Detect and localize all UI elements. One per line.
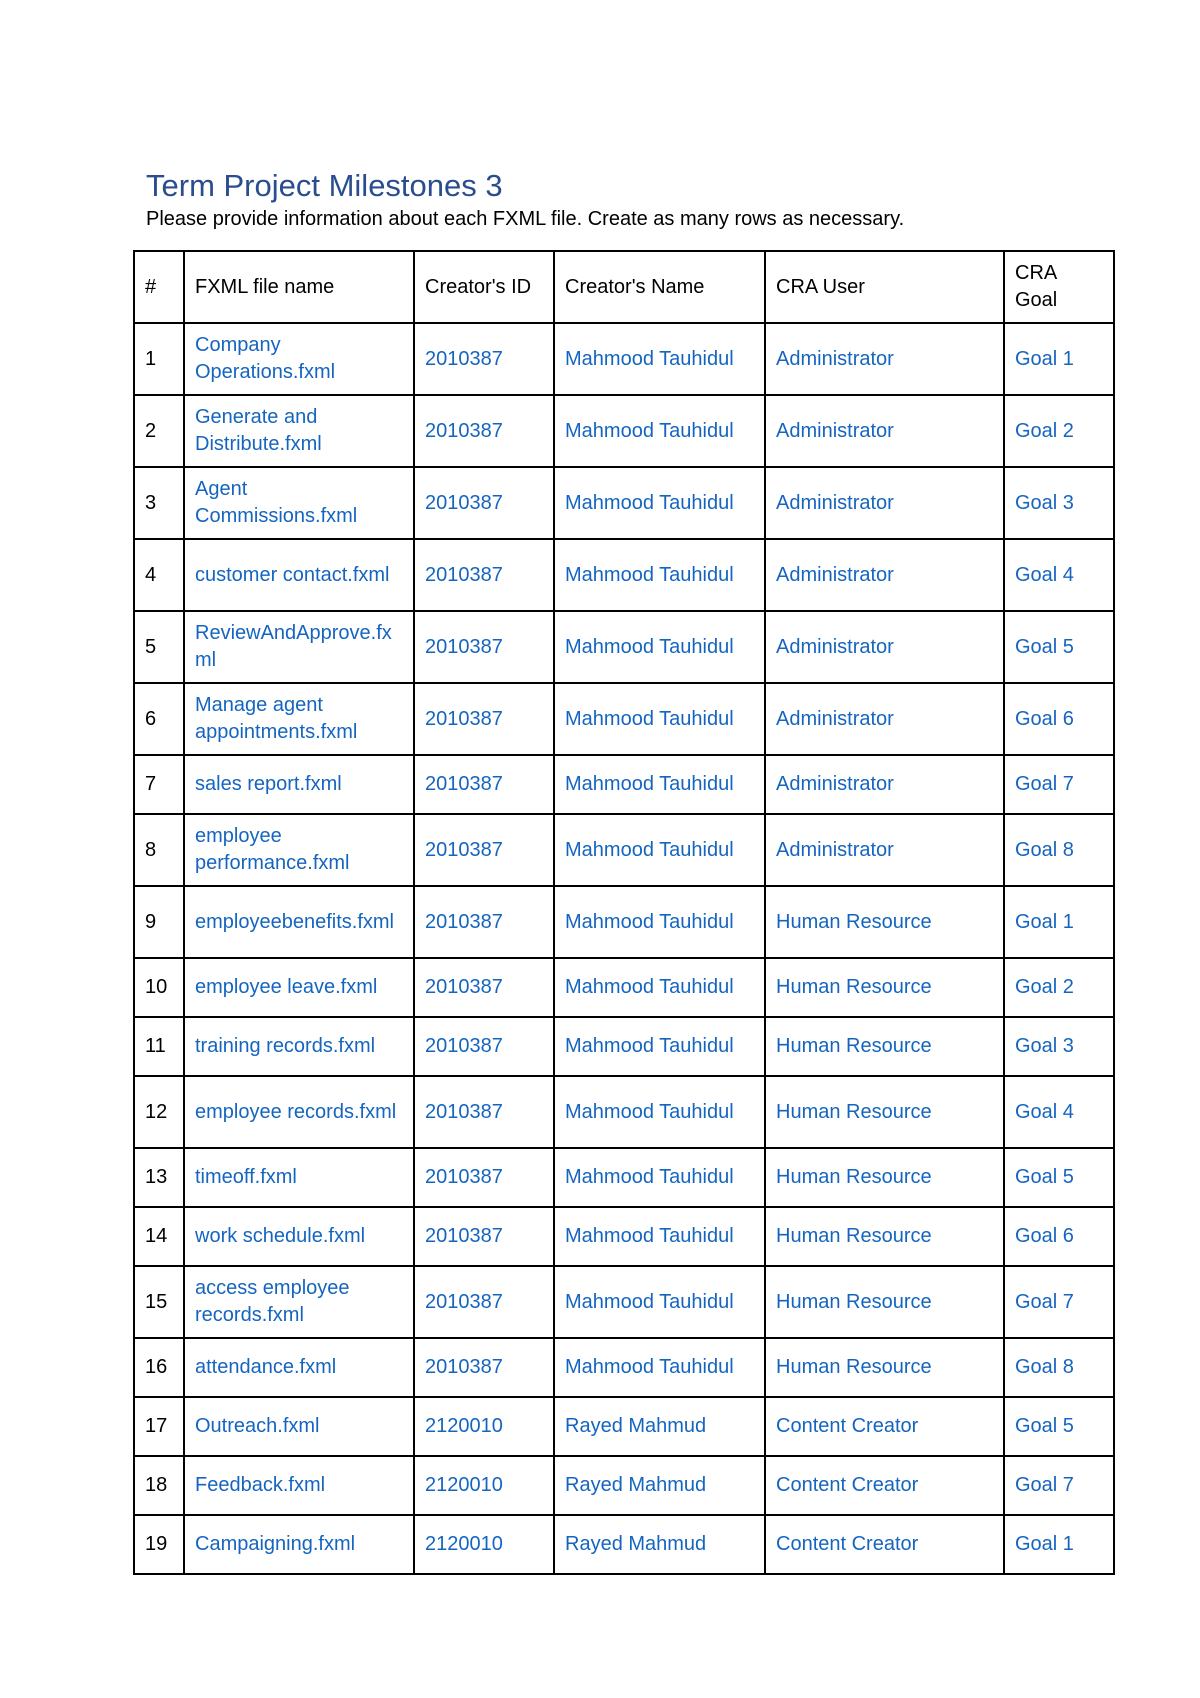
cell-creator-name: Mahmood Tauhidul	[554, 1338, 765, 1397]
cell-file-name: employee leave.fxml	[184, 958, 414, 1017]
cell-num: 3	[134, 467, 184, 539]
cell-num: 14	[134, 1207, 184, 1266]
cell-cra-goal: Goal 5	[1004, 611, 1114, 683]
cell-cra-goal: Goal 5	[1004, 1397, 1114, 1456]
cell-creator-name: Mahmood Tauhidul	[554, 755, 765, 814]
cell-file-name: sales report.fxml	[184, 755, 414, 814]
cell-cra-goal: Goal 7	[1004, 755, 1114, 814]
cell-cra-goal: Goal 2	[1004, 958, 1114, 1017]
cell-cra-user: Human Resource	[765, 1338, 1004, 1397]
cell-creator-name: Mahmood Tauhidul	[554, 886, 765, 958]
table-row	[134, 1207, 1114, 1266]
header-creator-id: Creator's ID	[414, 251, 554, 323]
table-row	[134, 323, 1114, 395]
cell-cra-user: Administrator	[765, 323, 1004, 395]
cell-creator-name: Mahmood Tauhidul	[554, 395, 765, 467]
cell-cra-user: Human Resource	[765, 1207, 1004, 1266]
cell-cra-user: Human Resource	[765, 1076, 1004, 1148]
cell-creator-id: 2120010	[414, 1515, 554, 1574]
table-row	[134, 395, 1114, 467]
table-row	[134, 1515, 1114, 1574]
cell-creator-id: 2120010	[414, 1456, 554, 1515]
table-row	[134, 539, 1114, 611]
cell-file-name: Agent Commissions.fxml	[184, 467, 414, 539]
cell-cra-user: Administrator	[765, 755, 1004, 814]
table-row	[134, 1397, 1114, 1456]
cell-file-name: Company Operations.fxml	[184, 323, 414, 395]
cell-cra-goal: Goal 4	[1004, 539, 1114, 611]
cell-creator-id: 2010387	[414, 611, 554, 683]
cell-cra-goal: Goal 8	[1004, 1338, 1114, 1397]
table-row	[134, 611, 1114, 683]
table-row	[134, 1266, 1114, 1338]
cell-file-name: timeoff.fxml	[184, 1148, 414, 1207]
cell-creator-id: 2010387	[414, 1148, 554, 1207]
header-num: #	[134, 251, 184, 323]
table-row	[134, 1338, 1114, 1397]
cell-creator-name: Mahmood Tauhidul	[554, 467, 765, 539]
cell-creator-id: 2010387	[414, 1338, 554, 1397]
cell-creator-id: 2010387	[414, 539, 554, 611]
cell-cra-user: Administrator	[765, 539, 1004, 611]
cell-file-name: Outreach.fxml	[184, 1397, 414, 1456]
cell-cra-goal: Goal 8	[1004, 814, 1114, 886]
cell-file-name: Manage agent appointments.fxml	[184, 683, 414, 755]
cell-cra-goal: Goal 1	[1004, 1515, 1114, 1574]
table-row	[134, 1456, 1114, 1515]
cell-cra-user: Human Resource	[765, 1266, 1004, 1338]
table-row	[134, 814, 1114, 886]
table-row	[134, 1076, 1114, 1148]
cell-num: 13	[134, 1148, 184, 1207]
cell-creator-name: Mahmood Tauhidul	[554, 958, 765, 1017]
table-row	[134, 1148, 1114, 1207]
cell-num: 1	[134, 323, 184, 395]
cell-creator-name: Mahmood Tauhidul	[554, 1207, 765, 1266]
cell-creator-name: Mahmood Tauhidul	[554, 323, 765, 395]
cell-creator-id: 2120010	[414, 1397, 554, 1456]
cell-file-name: Generate and Distribute.fxml	[184, 395, 414, 467]
cell-cra-goal: Goal 2	[1004, 395, 1114, 467]
cell-creator-id: 2010387	[414, 1017, 554, 1076]
table-header-row	[134, 251, 1114, 323]
cell-cra-goal: Goal 1	[1004, 323, 1114, 395]
cell-num: 18	[134, 1456, 184, 1515]
cell-cra-goal: Goal 7	[1004, 1266, 1114, 1338]
cell-cra-user: Human Resource	[765, 1148, 1004, 1207]
header-cra-goal: CRA Goal	[1004, 251, 1114, 323]
cell-cra-goal: Goal 1	[1004, 886, 1114, 958]
cell-cra-user: Content Creator	[765, 1456, 1004, 1515]
cell-creator-name: Rayed Mahmud	[554, 1456, 765, 1515]
cell-cra-user: Administrator	[765, 467, 1004, 539]
table-row	[134, 886, 1114, 958]
table-row	[134, 467, 1114, 539]
milestones-table	[133, 250, 1115, 1575]
cell-creator-name: Mahmood Tauhidul	[554, 1266, 765, 1338]
cell-creator-id: 2010387	[414, 467, 554, 539]
cell-num: 15	[134, 1266, 184, 1338]
cell-creator-name: Rayed Mahmud	[554, 1397, 765, 1456]
cell-creator-id: 2010387	[414, 323, 554, 395]
cell-cra-user: Human Resource	[765, 886, 1004, 958]
cell-cra-goal: Goal 3	[1004, 1017, 1114, 1076]
cell-file-name: attendance.fxml	[184, 1338, 414, 1397]
table-row	[134, 1017, 1114, 1076]
cell-num: 8	[134, 814, 184, 886]
table-row	[134, 755, 1114, 814]
cell-creator-id: 2010387	[414, 814, 554, 886]
cell-num: 10	[134, 958, 184, 1017]
header-cra-user: CRA User	[765, 251, 1004, 323]
cell-cra-user: Human Resource	[765, 1017, 1004, 1076]
cell-creator-id: 2010387	[414, 683, 554, 755]
cell-creator-name: Mahmood Tauhidul	[554, 814, 765, 886]
cell-creator-id: 2010387	[414, 886, 554, 958]
cell-file-name: Feedback.fxml	[184, 1456, 414, 1515]
table-row	[134, 958, 1114, 1017]
cell-cra-goal: Goal 3	[1004, 467, 1114, 539]
cell-creator-id: 2010387	[414, 395, 554, 467]
header-file-name: FXML file name	[184, 251, 414, 323]
page-subtitle: Please provide information about each FXML file. Create as many rows as necessary.	[146, 208, 905, 230]
cell-creator-name: Rayed Mahmud	[554, 1515, 765, 1574]
cell-num: 9	[134, 886, 184, 958]
cell-cra-user: Content Creator	[765, 1515, 1004, 1574]
cell-file-name: ReviewAndApprove.fxml	[184, 611, 414, 683]
cell-cra-goal: Goal 6	[1004, 683, 1114, 755]
cell-num: 6	[134, 683, 184, 755]
cell-creator-name: Mahmood Tauhidul	[554, 611, 765, 683]
cell-cra-goal: Goal 5	[1004, 1148, 1114, 1207]
cell-num: 19	[134, 1515, 184, 1574]
cell-cra-user: Human Resource	[765, 958, 1004, 1017]
cell-num: 16	[134, 1338, 184, 1397]
cell-creator-name: Mahmood Tauhidul	[554, 1017, 765, 1076]
cell-cra-goal: Goal 4	[1004, 1076, 1114, 1148]
cell-creator-name: Mahmood Tauhidul	[554, 1076, 765, 1148]
cell-cra-goal: Goal 7	[1004, 1456, 1114, 1515]
cell-creator-id: 2010387	[414, 755, 554, 814]
cell-cra-user: Administrator	[765, 611, 1004, 683]
header-creator-name: Creator's Name	[554, 251, 765, 323]
cell-num: 7	[134, 755, 184, 814]
cell-num: 17	[134, 1397, 184, 1456]
cell-file-name: employeebenefits.fxml	[184, 886, 414, 958]
cell-creator-id: 2010387	[414, 1266, 554, 1338]
cell-num: 5	[134, 611, 184, 683]
cell-cra-user: Administrator	[765, 814, 1004, 886]
table-row	[134, 683, 1114, 755]
cell-num: 2	[134, 395, 184, 467]
cell-creator-name: Mahmood Tauhidul	[554, 683, 765, 755]
cell-file-name: access employee records.fxml	[184, 1266, 414, 1338]
cell-file-name: employee performance.fxml	[184, 814, 414, 886]
cell-file-name: Campaigning.fxml	[184, 1515, 414, 1574]
cell-creator-id: 2010387	[414, 958, 554, 1017]
cell-creator-id: 2010387	[414, 1076, 554, 1148]
cell-cra-user: Administrator	[765, 395, 1004, 467]
cell-file-name: customer contact.fxml	[184, 539, 414, 611]
cell-creator-name: Mahmood Tauhidul	[554, 539, 765, 611]
cell-cra-goal: Goal 6	[1004, 1207, 1114, 1266]
cell-num: 12	[134, 1076, 184, 1148]
cell-num: 11	[134, 1017, 184, 1076]
cell-file-name: training records.fxml	[184, 1017, 414, 1076]
page-title: Term Project Milestones 3	[146, 168, 503, 203]
cell-file-name: work schedule.fxml	[184, 1207, 414, 1266]
cell-creator-name: Mahmood Tauhidul	[554, 1148, 765, 1207]
cell-cra-user: Administrator	[765, 683, 1004, 755]
cell-file-name: employee records.fxml	[184, 1076, 414, 1148]
cell-cra-user: Content Creator	[765, 1397, 1004, 1456]
cell-creator-id: 2010387	[414, 1207, 554, 1266]
cell-num: 4	[134, 539, 184, 611]
